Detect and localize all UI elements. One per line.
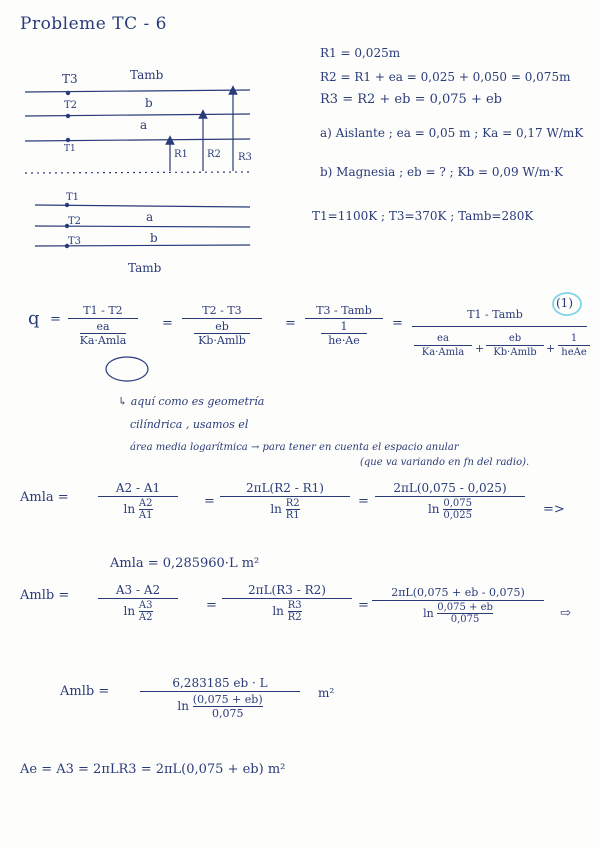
amlb-lhs: Amlb = [20,588,70,603]
amlb-f2-den-den: R2 [287,612,302,623]
amla-f1-den [123,498,153,521]
eq1-f4-d3 [558,333,590,358]
amlb-res-ln: ln [177,699,189,713]
amla-result: Amla = 0,285960·L m² [110,556,260,571]
label-bottom-t1: T1 [66,192,80,203]
amlb-f3-den [423,602,493,625]
amlb-frac3 [372,586,544,625]
eq1-f1-den-top: ea [96,320,110,333]
amlb-frac1 [98,583,178,623]
label-a: a [140,118,148,132]
eq1-equals-3: = [285,316,296,331]
amlb-f1-num: A3 - A2 [115,583,161,597]
label-tamb: Tamb [130,68,164,82]
amlb-res-frac [140,676,300,720]
amla-f2-den-num: R2 [285,498,300,509]
amlb-f3-num: 2πL(0,075 + eb - 0,075) [391,586,525,599]
amla-frac2 [220,481,350,521]
given-case-a: a) Aislante ; ea = 0,05 m ; Ka = 0,17 W/mK [320,126,584,140]
eq1-f4-d3-top: 1 [570,333,578,344]
eq1-f4-d2 [486,333,544,358]
eq1-f4-d1-top: ea [437,333,449,344]
label-t3: T3 [62,72,78,86]
top-line-t1 [25,139,250,141]
top-line-center [25,172,250,173]
top-line-t3 [25,90,250,92]
amlb-arrow: ⇨ [560,606,571,621]
eq1-f4-d3-bot: heAe [561,347,587,358]
amla-f1-den-den: A1 [138,510,153,521]
eq1-tag: (1) [556,296,573,310]
amla-f2-ln: ln [270,502,282,516]
amlb-frac2 [222,583,352,623]
eq1-f3-den-top: 1 [340,320,348,333]
label-r2: R2 [207,149,221,160]
label-bottom-b: b [150,231,158,245]
eq1-f4-d1-bot: Ka·Amla [421,347,465,358]
given-r1: R1 = 0,025m [320,46,401,60]
eq1-f4-bar [412,326,587,327]
eq1-equals-4: = [392,316,403,331]
amlb-res-den-den: 0,075 [193,706,263,720]
label-bottom-t3: T3 [68,236,82,247]
label-r3: R3 [238,152,252,163]
given-temps: T1=1100K ; T3=370K ; Tamb=280K [312,209,534,223]
amla-f3-den-den: 0,025 [443,510,473,521]
eq1-f1-den-bot: Ka·Amla [79,334,127,347]
amla-arrow: => [543,502,565,517]
amla-f1-ln: ln [123,502,136,516]
amlb-f2-den [272,600,302,623]
amlb-f2-ln: ln [272,604,284,618]
page-title: Probleme TC - 6 [20,14,167,34]
amla-f3-ln: ln [427,502,440,516]
eq1-frac2 [182,304,262,347]
top-line-t2 [25,114,250,116]
amla-f3-den [427,498,473,521]
amlb-res-lhs: Amlb = [60,684,110,699]
note-line-3: área media logarítmica → para tener en cuenta el espacio anular [130,442,459,453]
eq1-f3-num: T3 - Tamb [316,304,372,317]
amlb-f2-den-num: R3 [287,600,302,611]
amla-eq-1: = [204,494,215,509]
amlb-f3-ln: ln [423,606,434,620]
eq1-equals: = [50,312,61,327]
amla-frac1 [98,481,178,521]
amla-eq-2: = [358,494,369,509]
amlb-res-unit: m² [318,686,335,700]
amla-f2-den-den: R1 [285,510,300,521]
given-case-b: b) Magnesia ; eb = ? ; Kb = 0,09 W/m·K [320,165,563,179]
note-line-1: ↳ aquí como es geometría [118,395,265,408]
eq1-f2-den-bot: Kb·Amlb [198,334,246,347]
eq1-f3-den-bot: he·Ae [328,334,360,347]
amla-f1-den-num: A2 [138,498,153,509]
amlb-f3-den-den: 0,075 [437,613,493,625]
eq1-f4-d2-bot: Kb·Amlb [493,347,537,358]
amlb-f1-den-num: A3 [138,600,153,611]
eq1-frac1 [68,304,138,347]
amla-f2-num: 2πL(R2 - R1) [246,481,324,495]
amla-f1-num: A2 - A1 [115,481,161,495]
amlb-f2-num: 2πL(R3 - R2) [248,583,326,597]
amlb-eq-1: = [206,598,217,613]
eq1-f4-d1 [414,333,472,358]
amlb-res-den [177,693,263,720]
eq1-f4-d2-top: eb [508,333,522,344]
ae-line: Ae = A3 = 2πLR3 = 2πL(0,075 + eb) m² [20,762,286,777]
eq1-plus-1: + [475,342,485,355]
label-t2: T2 [64,100,78,111]
given-r3: R3 = R2 + eb = 0,075 + eb [320,92,502,107]
amlb-res-den-num: (0,075 + eb) [192,693,263,706]
label-b: b [145,96,153,110]
note-line-2: cilíndrica , usamos el [130,418,249,431]
eq1-frac3 [305,304,383,347]
amlb-res-num: 6,283185 eb · L [172,676,268,690]
amla-frac3 [375,481,525,521]
amlb-f1-ln: ln [123,604,136,618]
eq1-f1-num: T1 - T2 [83,304,123,317]
eq1-equals-2: = [162,316,173,331]
label-bottom-tamb: Tamb [128,261,162,275]
eq1-f4-num: T1 - Tamb [467,308,523,321]
eq1-f2-den-top: eb [215,320,229,333]
amlb-eq-2: = [358,598,369,613]
label-bottom-a: a [146,210,154,224]
amla-lhs: Amla = [20,490,69,505]
eq1-f2-num: T2 - T3 [202,304,242,317]
label-r1: R1 [174,149,188,160]
amla-f3-den-num: 0,075 [443,498,473,509]
amlb-f3-den-num: 0,075 + eb [437,602,493,613]
amlb-f1-den-den: A2 [138,612,153,623]
note-line-4: (que va variando en fn del radio). [360,457,530,468]
eq1-q: q [28,308,40,329]
given-r2: R2 = R1 + ea = 0,025 + 0,050 = 0,075m [320,70,571,84]
label-bottom-t2: T2 [68,216,82,227]
label-t1: T1 [64,144,76,154]
amlb-f1-den [123,600,153,623]
eq1-plus-2: + [546,342,556,355]
amla-circle [106,357,148,381]
amla-f2-den [270,498,300,521]
amla-f3-num: 2πL(0,075 - 0,025) [393,481,507,495]
